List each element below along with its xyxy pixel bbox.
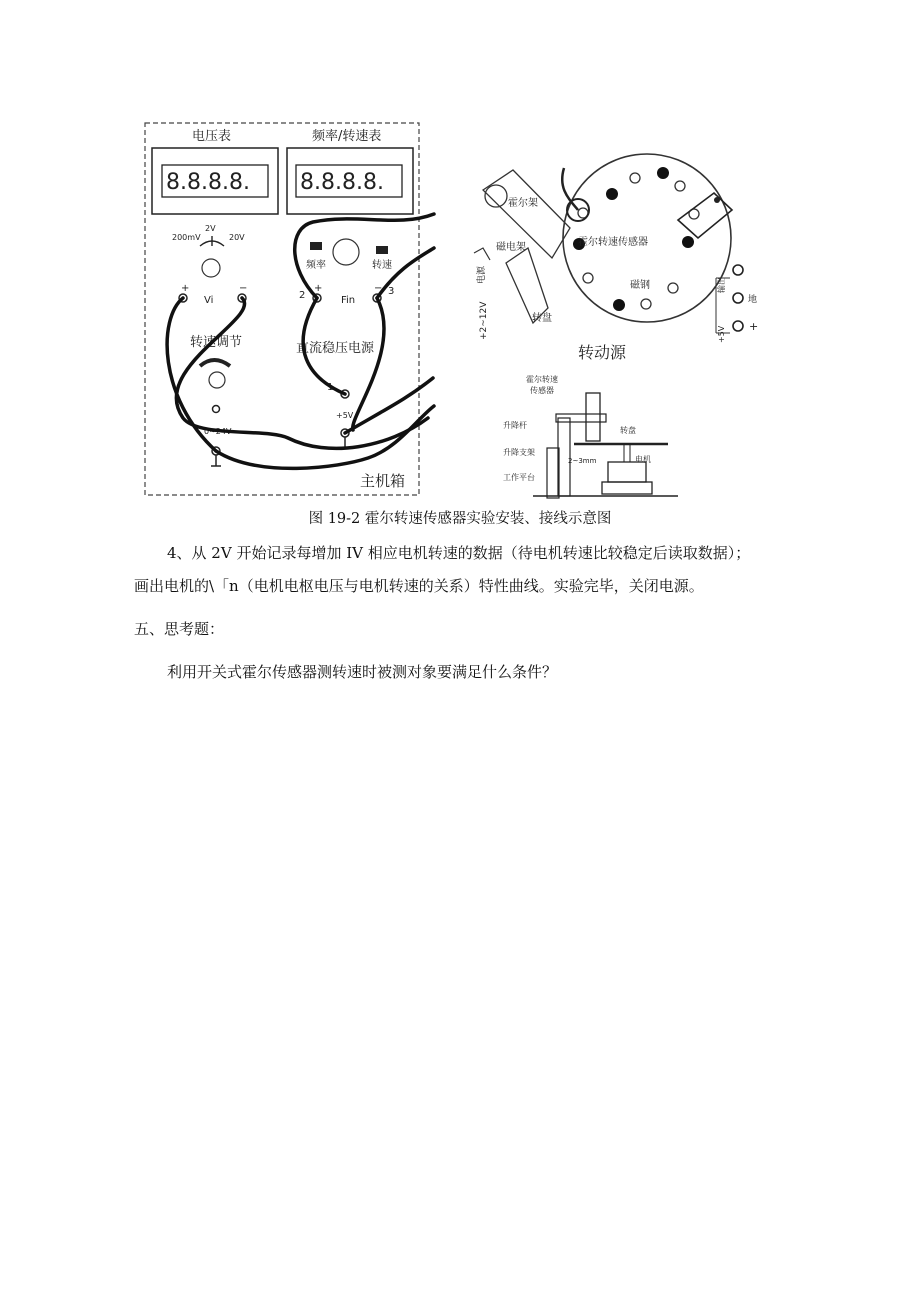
question-text: 利用开关式霍尔传感器测转速时被测对象要满足什么条件？	[167, 663, 558, 681]
rotor-gnd-terminal[interactable]	[733, 293, 743, 303]
range-20v: 20V	[229, 233, 245, 242]
speed-adjust-knob[interactable]	[209, 372, 225, 388]
rotor-plus-sign: +	[749, 320, 759, 333]
range-knob[interactable]	[202, 259, 220, 277]
range-2v: 2V	[205, 224, 216, 233]
platform-label: 工作平台	[503, 473, 535, 482]
section5-heading: 五、思考题：	[134, 620, 225, 638]
speed-adjust-label: 转速调节	[190, 335, 243, 350]
lift-rod-label: 升降杆	[503, 421, 527, 430]
gap-label: 2~3mm	[568, 457, 597, 465]
range-0-24v-label: 0~24V	[204, 427, 232, 436]
rotor-out-terminal[interactable]	[733, 265, 743, 275]
voltmeter-label: 电压表	[192, 129, 232, 144]
freq-meter-label: 频率/转速表	[312, 129, 382, 144]
freq-button[interactable]	[310, 242, 322, 250]
v-plus-sign: +	[181, 283, 190, 294]
ground-word: 地	[748, 295, 758, 305]
adjust-output-terminal[interactable]	[213, 406, 220, 413]
magnet-frame-label: 磁电架	[496, 242, 526, 253]
power-word: 电源	[477, 265, 487, 284]
lift-bracket-label: 升降支架	[503, 448, 535, 457]
meter-knob[interactable]	[333, 239, 359, 265]
mount-disk-label: 转盘	[620, 426, 636, 435]
rotor-plus-terminal[interactable]	[733, 321, 743, 331]
motor-body	[608, 462, 646, 482]
rotor-connector	[678, 193, 732, 238]
out-word: 输出	[717, 277, 726, 293]
magnet-bracket	[506, 248, 548, 323]
speed-button-label: 转速	[372, 260, 392, 271]
hall-sensor-label: 霍尔转速传感器	[578, 237, 648, 248]
freq-meter-digits: 8.8.8.8.	[300, 170, 384, 195]
magnet-label: 磁钢	[630, 280, 650, 291]
plus5v-label: +5V	[336, 411, 354, 420]
figure-caption: 图 19-2 霍尔转速传感器实验安装、接线示意图	[308, 511, 612, 527]
lift-bracket	[547, 448, 559, 498]
step4-line1: 4、从 2V 开始记录每增加 IV 相应电机转速的数据（待电机转速比较稳定后读取数据）；	[167, 544, 751, 562]
mount-sensor-line1: 霍尔转速	[526, 375, 558, 384]
fin-plus-sign: +	[314, 283, 323, 294]
supply-range-label: +2~12V	[479, 301, 489, 340]
motor-shaft	[624, 444, 630, 462]
vi-label: Vi	[204, 295, 214, 306]
rotor-title: 转动源	[578, 343, 627, 362]
disk-label: 转盘	[532, 313, 552, 324]
dc-supply-label: 直流稳压电源	[296, 341, 375, 356]
hall-frame-label: 霍尔架	[508, 198, 538, 209]
mount-sensor-line2: 传感器	[530, 386, 554, 395]
speed-button[interactable]	[376, 246, 388, 254]
num-3: 3	[388, 286, 395, 297]
range-200mv: 200mV	[172, 233, 201, 242]
plus5v-vertical: +5V	[717, 325, 726, 343]
step4-line2: 画出电机的\「n（电机电枢电压与电机转速的关系）特性曲线。实验完毕，关闭电源。	[134, 577, 704, 595]
fin-minus-sign: −	[374, 283, 383, 294]
mount-sensor	[586, 393, 600, 441]
fin-label: Fin	[341, 295, 356, 306]
wiring-figure	[138, 118, 818, 503]
motor-label: 电机	[635, 455, 651, 464]
v-minus-sign: −	[239, 283, 248, 294]
voltmeter-digits: 8.8.8.8.	[166, 170, 250, 195]
num-2: 2	[299, 290, 306, 301]
main-box-name: 主机箱	[360, 472, 406, 490]
freq-button-label: 频率	[306, 260, 326, 271]
num-1: 1	[327, 382, 334, 393]
